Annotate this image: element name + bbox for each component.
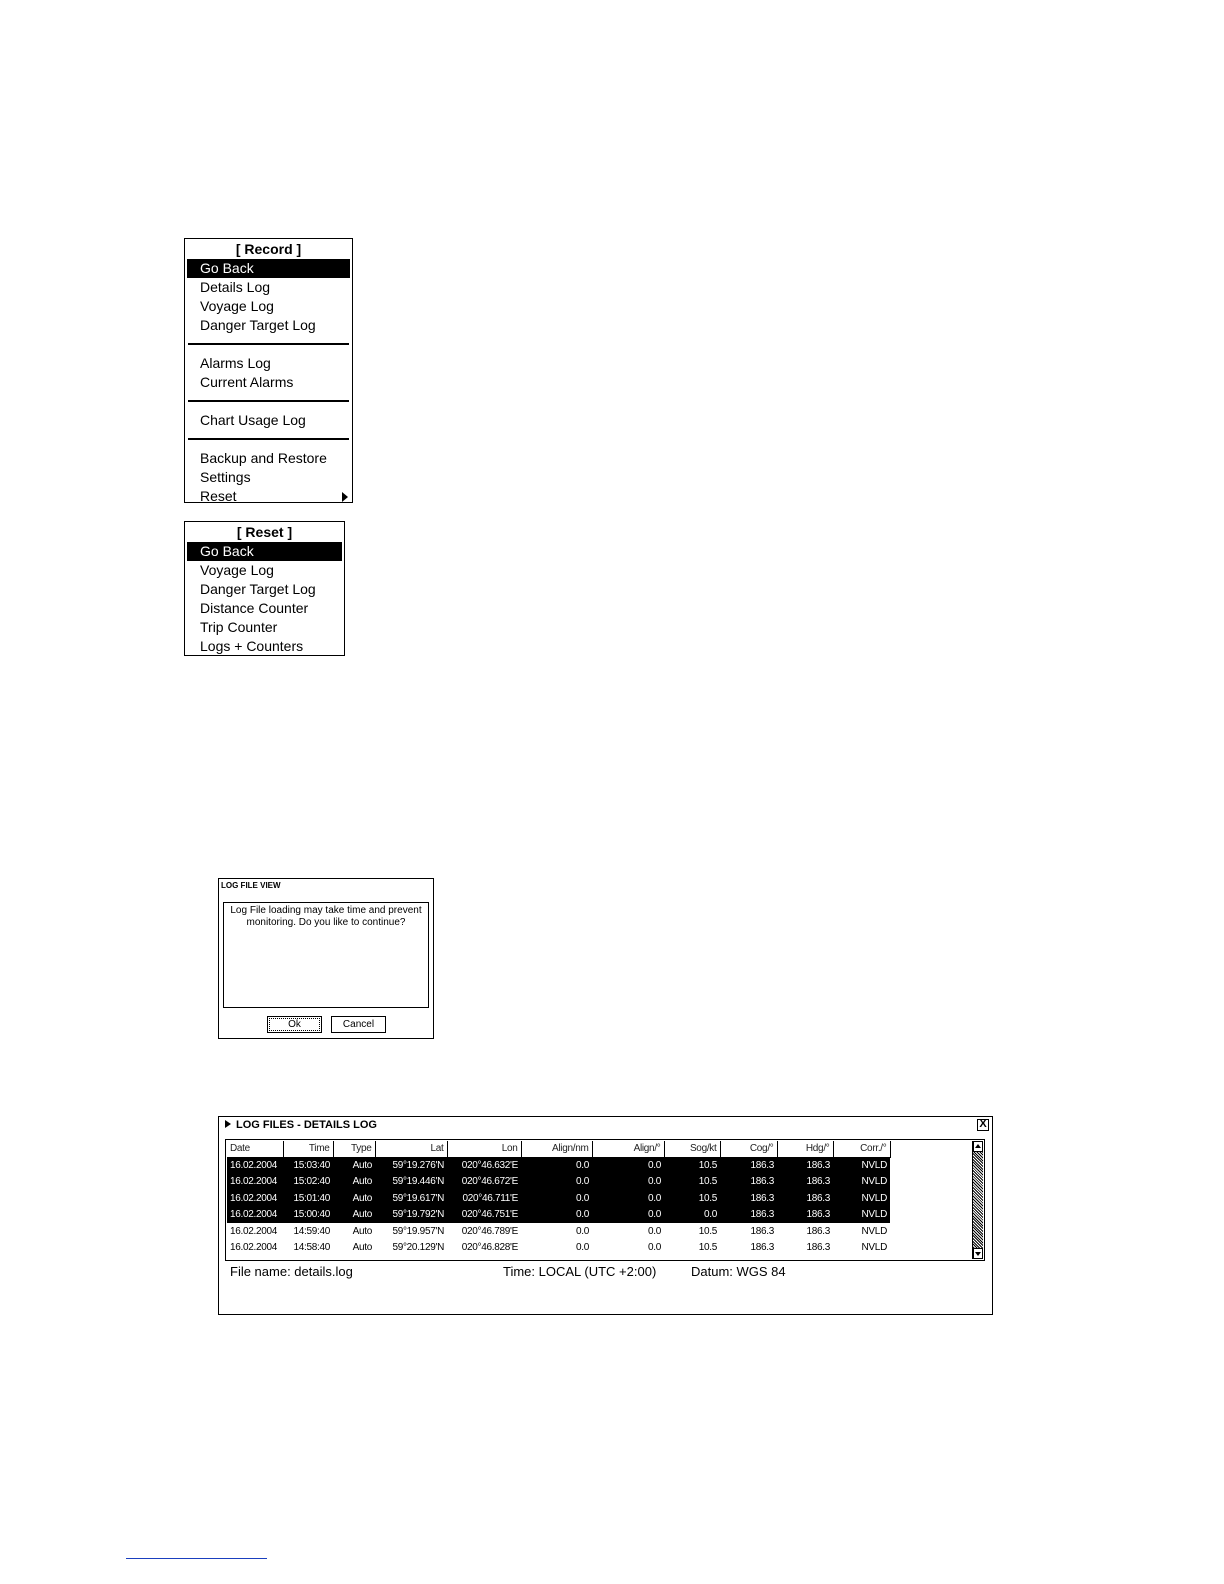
- menu-item-label: Danger Target Log: [200, 317, 316, 333]
- table-cell: 59°19.276'N: [375, 1157, 447, 1174]
- dialog-message-line2: monitoring. Do you like to continue?: [246, 917, 406, 928]
- table-cell: 0.0: [521, 1207, 592, 1224]
- menu-item-reset[interactable]: [187, 487, 350, 506]
- table-cell: 16.02.2004: [230, 1225, 278, 1237]
- table-cell: 0.0: [592, 1207, 664, 1224]
- log-files-window: [218, 1116, 993, 1315]
- file-name-label: File name: details.log: [230, 1264, 353, 1279]
- table-row[interactable]: [227, 1157, 890, 1174]
- table-cell: 0.0: [592, 1157, 664, 1174]
- table-row[interactable]: [227, 1240, 890, 1257]
- table-cell: 14:59:40: [293, 1225, 330, 1237]
- scroll-down-icon[interactable]: [973, 1248, 983, 1259]
- table-cell: NVLD: [833, 1207, 890, 1224]
- table-cell: 186.3: [806, 1225, 830, 1237]
- menu-item-danger-target-log[interactable]: [187, 316, 350, 335]
- table-cell: NVLD: [833, 1157, 890, 1174]
- window-title-text: LOG FILES - DETAILS LOG: [236, 1119, 377, 1131]
- table-cell: 10.5: [698, 1242, 717, 1254]
- log-file-view-dialog: [218, 878, 434, 1039]
- column-header-align[interactable]: Align/°: [592, 1141, 664, 1157]
- table-cell: 14:58:40: [293, 1242, 330, 1254]
- reset-menu-title: [ Reset ]: [236, 524, 293, 540]
- submenu-arrow-icon: [342, 492, 348, 502]
- table-cell: 59°20.129'N: [392, 1242, 444, 1254]
- table-cell: 10.5: [664, 1190, 720, 1207]
- table-cell: 186.3: [720, 1157, 777, 1174]
- table-cell: 020°46.672'E: [447, 1174, 521, 1191]
- menu-item-settings[interactable]: [187, 468, 350, 487]
- table-cell: 186.3: [806, 1242, 830, 1254]
- table-body: [227, 1157, 890, 1256]
- menu-item-chart-usage-log[interactable]: [187, 411, 350, 430]
- vertical-scrollbar[interactable]: [972, 1141, 983, 1259]
- time-label: Time: LOCAL (UTC +2:00): [503, 1264, 657, 1279]
- menu-item-label: Chart Usage Log: [200, 412, 306, 428]
- table-cell: 15:02:40: [283, 1174, 333, 1191]
- menu-separator: [188, 400, 349, 402]
- table-cell: 0.0: [592, 1190, 664, 1207]
- table-cell: 59°19.446'N: [375, 1174, 447, 1191]
- table-cell: 020°46.632'E: [447, 1157, 521, 1174]
- reset-item-go-back[interactable]: Go Back: [187, 542, 342, 561]
- menu-item-label: Alarms Log: [200, 355, 271, 371]
- table-cell: 186.3: [720, 1190, 777, 1207]
- table-cell: NVLD: [861, 1242, 887, 1254]
- table-cell: 10.5: [664, 1174, 720, 1191]
- datum-label: Datum: WGS 84: [691, 1264, 786, 1279]
- menu-item-backup-and-restore[interactable]: [187, 449, 350, 468]
- scroll-up-icon[interactable]: [973, 1141, 983, 1152]
- menu-item-label: Settings: [200, 469, 251, 485]
- reset-item-voyage-log[interactable]: Voyage Log: [200, 562, 274, 578]
- table-cell: 020°46.789'E: [461, 1225, 518, 1237]
- table-row[interactable]: [227, 1207, 890, 1224]
- triangle-icon: [225, 1120, 231, 1128]
- column-header-corr[interactable]: Corr./°: [833, 1141, 890, 1157]
- table-cell: 186.3: [777, 1190, 833, 1207]
- table-header-row: [227, 1141, 890, 1157]
- table-cell: 186.3: [750, 1225, 774, 1237]
- window-title: [225, 1119, 377, 1131]
- menu-item-label: Backup and Restore: [200, 450, 327, 466]
- table-cell: 59°19.617'N: [375, 1190, 447, 1207]
- table-cell: 020°46.751'E: [447, 1207, 521, 1224]
- reset-item-danger-target-log[interactable]: Danger Target Log: [200, 581, 316, 597]
- table-cell: 0.0: [647, 1242, 661, 1254]
- table-cell: 15:00:40: [283, 1207, 333, 1224]
- table-cell: 186.3: [750, 1242, 774, 1254]
- record-menu: [184, 238, 353, 503]
- table-cell: Auto: [333, 1207, 375, 1224]
- record-menu-title: [ Record ]: [235, 241, 302, 257]
- record-menu-items: [185, 259, 352, 506]
- menu-item-label: Details Log: [200, 279, 271, 295]
- reset-item-distance-counter[interactable]: Distance Counter: [200, 600, 309, 616]
- log-table-grid: [225, 1139, 985, 1261]
- table-cell: 16.02.2004: [227, 1190, 283, 1207]
- table-row[interactable]: [227, 1223, 890, 1240]
- table-cell: 0.0: [575, 1225, 589, 1237]
- table-cell: 020°46.828'E: [461, 1242, 518, 1254]
- table-row[interactable]: [227, 1174, 890, 1191]
- table-cell: 0.0: [575, 1242, 589, 1254]
- table-cell: 186.3: [777, 1157, 833, 1174]
- table-cell: NVLD: [861, 1225, 887, 1237]
- menu-item-details-log[interactable]: [187, 278, 350, 297]
- reset-menu-items: [185, 542, 344, 656]
- footer-link-line: [126, 1558, 267, 1559]
- table-cell: 186.3: [720, 1207, 777, 1224]
- table-cell: Auto: [352, 1242, 372, 1254]
- table-cell: 59°19.957'N: [392, 1225, 444, 1237]
- reset-menu: [184, 521, 345, 656]
- table-cell: NVLD: [833, 1190, 890, 1207]
- table-cell: 0.0: [521, 1157, 592, 1174]
- table-cell: Auto: [333, 1190, 375, 1207]
- column-header-lat[interactable]: Lat: [375, 1141, 447, 1157]
- menu-item-go-back[interactable]: [187, 259, 350, 278]
- table-cell: 16.02.2004: [227, 1157, 283, 1174]
- reset-item-logs-counters[interactable]: Logs + Counters: [200, 638, 304, 654]
- table-cell: 16.02.2004: [227, 1207, 283, 1224]
- menu-item-label: Voyage Log: [200, 298, 274, 314]
- menu-item-label: Go Back: [200, 260, 254, 276]
- dialog-title: LOG FILE VIEW: [221, 881, 281, 890]
- column-header-lon[interactable]: Lon: [447, 1141, 521, 1157]
- menu-item-label: Reset: [200, 488, 237, 504]
- menu-item-current-alarms[interactable]: [187, 373, 350, 392]
- ok-button[interactable]: Ok: [267, 1016, 322, 1033]
- table-cell: 10.5: [664, 1157, 720, 1174]
- table-cell: Auto: [333, 1157, 375, 1174]
- menu-item-label: Current Alarms: [200, 374, 294, 390]
- table-cell: 59°19.792'N: [375, 1207, 447, 1224]
- table-cell: 16.02.2004: [227, 1174, 283, 1191]
- menu-item-alarms-log[interactable]: [187, 354, 350, 373]
- dialog-message: [223, 902, 429, 1008]
- table-cell: 0.0: [521, 1190, 592, 1207]
- table-cell: 0.0: [647, 1225, 661, 1237]
- menu-separator: [188, 438, 349, 440]
- table-cell: Auto: [333, 1174, 375, 1191]
- column-header-hdg[interactable]: Hdg/°: [777, 1141, 833, 1157]
- log-table: [227, 1141, 891, 1256]
- column-header-time[interactable]: Time: [283, 1141, 333, 1157]
- table-row[interactable]: [227, 1190, 890, 1207]
- column-header-date[interactable]: Date: [227, 1141, 283, 1157]
- table-cell: Auto: [352, 1225, 372, 1237]
- table-cell: 0.0: [664, 1207, 720, 1224]
- table-cell: 186.3: [777, 1207, 833, 1224]
- table-cell: 15:03:40: [283, 1157, 333, 1174]
- close-icon[interactable]: X: [977, 1119, 989, 1131]
- table-cell: 0.0: [521, 1174, 592, 1191]
- reset-item-trip-counter[interactable]: Trip Counter: [200, 619, 278, 635]
- table-cell: 020°46.711'E: [447, 1190, 521, 1207]
- table-cell: 0.0: [592, 1174, 664, 1191]
- table-cell: 186.3: [720, 1174, 777, 1191]
- table-cell: 186.3: [777, 1174, 833, 1191]
- menu-item-voyage-log[interactable]: [187, 297, 350, 316]
- column-header-align-nm[interactable]: Align/nm: [521, 1141, 592, 1157]
- table-cell: 16.02.2004: [230, 1242, 278, 1254]
- table-cell: 15:01:40: [283, 1190, 333, 1207]
- column-header-type[interactable]: Type: [333, 1141, 375, 1157]
- table-cell: 10.5: [698, 1225, 717, 1237]
- table-cell: NVLD: [833, 1174, 890, 1191]
- cancel-button[interactable]: Cancel: [331, 1016, 386, 1033]
- dialog-message-line1: Log File loading may take time and prevent: [230, 905, 422, 916]
- column-header-sog-kt[interactable]: Sog/kt: [664, 1141, 720, 1157]
- column-header-cog[interactable]: Cog/°: [720, 1141, 777, 1157]
- menu-separator: [188, 343, 349, 345]
